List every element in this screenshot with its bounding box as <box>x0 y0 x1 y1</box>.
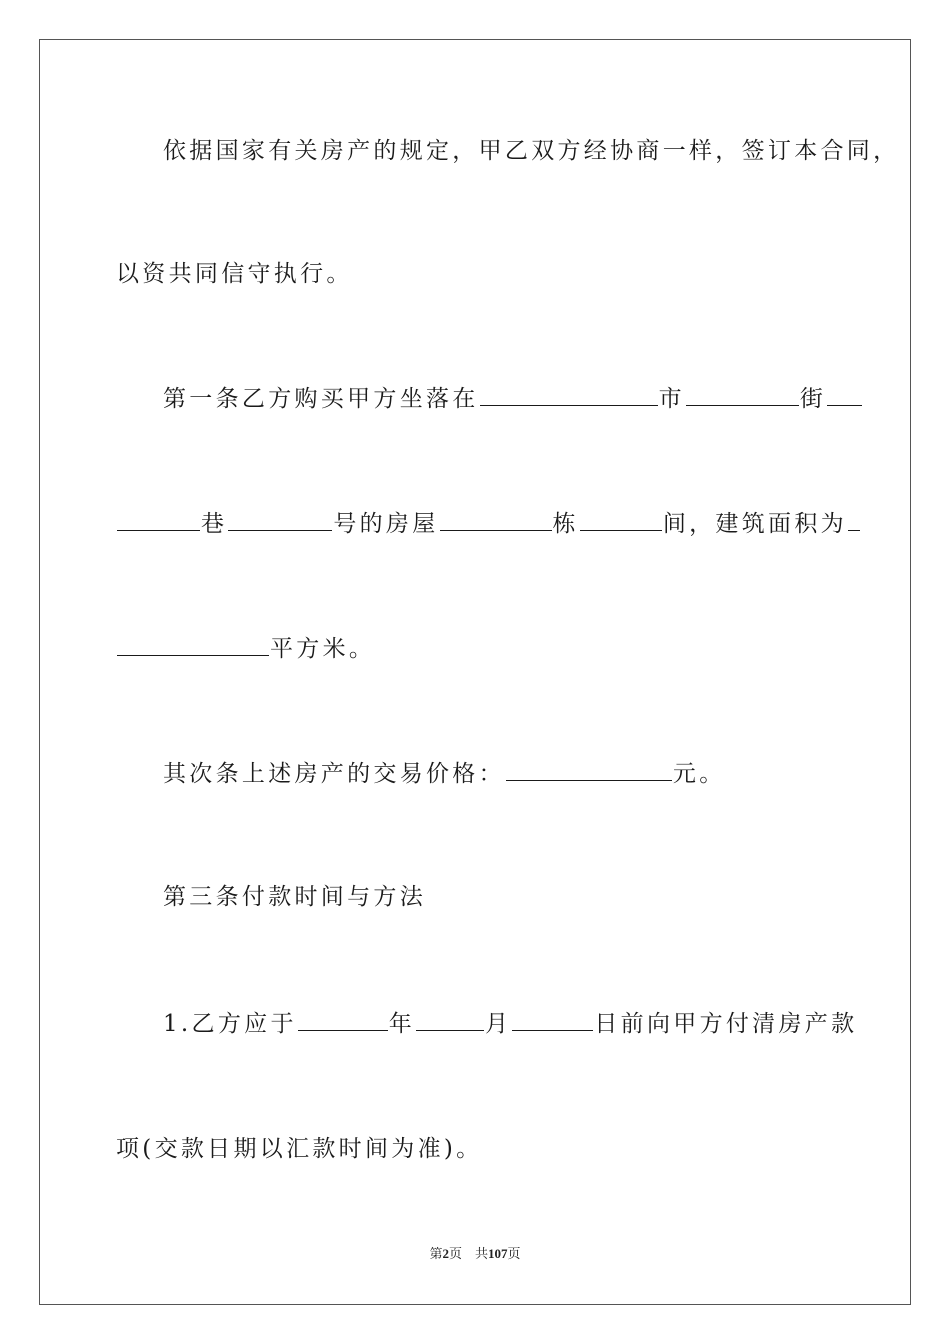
paragraph-intro-line-1 <box>163 137 900 165</box>
lane-blank[interactable] <box>117 512 200 531</box>
footer-suffix: 页 <box>507 1246 521 1261</box>
room-blank[interactable] <box>580 512 662 531</box>
paragraph-text: 平方米。 <box>270 636 376 662</box>
paragraph-text: 以资共同信守执行。 <box>116 261 353 287</box>
paragraph-intro-line-2 <box>116 260 836 288</box>
day-blank[interactable] <box>512 1012 593 1031</box>
price-blank[interactable] <box>506 762 672 781</box>
area-blank[interactable] <box>117 637 269 656</box>
paragraph-text: 月 <box>485 1011 512 1037</box>
paragraph-text: 市 <box>658 386 685 412</box>
month-blank[interactable] <box>416 1012 484 1031</box>
page-footer <box>0 1246 950 1262</box>
paragraph-text: 间，建筑面积为 <box>662 511 847 537</box>
footer-mid: 页 共 <box>448 1246 488 1261</box>
street-blank[interactable] <box>827 387 862 406</box>
article-1-line-2 <box>116 510 847 538</box>
paragraph-text: 第三条付款时间与方法 <box>163 884 426 910</box>
paragraph-text: 第一条乙方购买甲方坐落在 <box>163 386 479 412</box>
article-3-heading <box>163 883 883 911</box>
paragraph-text: 号的房屋 <box>333 511 439 537</box>
page-frame <box>39 39 911 1305</box>
year-blank[interactable] <box>298 1012 388 1031</box>
number-blank[interactable] <box>228 512 332 531</box>
paragraph-text: 街 <box>799 386 827 412</box>
article-1-line-3 <box>116 635 836 663</box>
paragraph-text: 元。 <box>672 761 726 787</box>
city-blank[interactable] <box>686 387 799 406</box>
article-1-line-1 <box>163 385 883 413</box>
building-blank[interactable] <box>440 512 552 531</box>
article-2-line <box>163 760 883 788</box>
clause-1-line-2 <box>116 1135 836 1163</box>
location-blank[interactable] <box>480 387 658 406</box>
current-page-number: 2 <box>442 1246 449 1261</box>
paragraph-text: 1.乙方应于 <box>163 1011 297 1037</box>
paragraph-text: 巷 <box>201 511 228 537</box>
paragraph-text: 依据国家有关房产的规定，甲乙双方经协商一样，签订本合同， <box>163 138 900 164</box>
paragraph-text: 项(交款日期以汇款时间为准)。 <box>116 1136 483 1162</box>
area-blank-start[interactable] <box>848 512 860 531</box>
paragraph-text: 年 <box>388 1011 416 1037</box>
paragraph-text: 日前向甲方付清房产款 <box>594 1011 858 1037</box>
footer-prefix: 第 <box>429 1246 443 1261</box>
paragraph-text: 其次条上述房产的交易价格： <box>163 761 505 787</box>
clause-1-line-1 <box>163 1010 883 1038</box>
paragraph-text: 栋 <box>552 511 579 537</box>
total-pages-number: 107 <box>488 1246 508 1261</box>
